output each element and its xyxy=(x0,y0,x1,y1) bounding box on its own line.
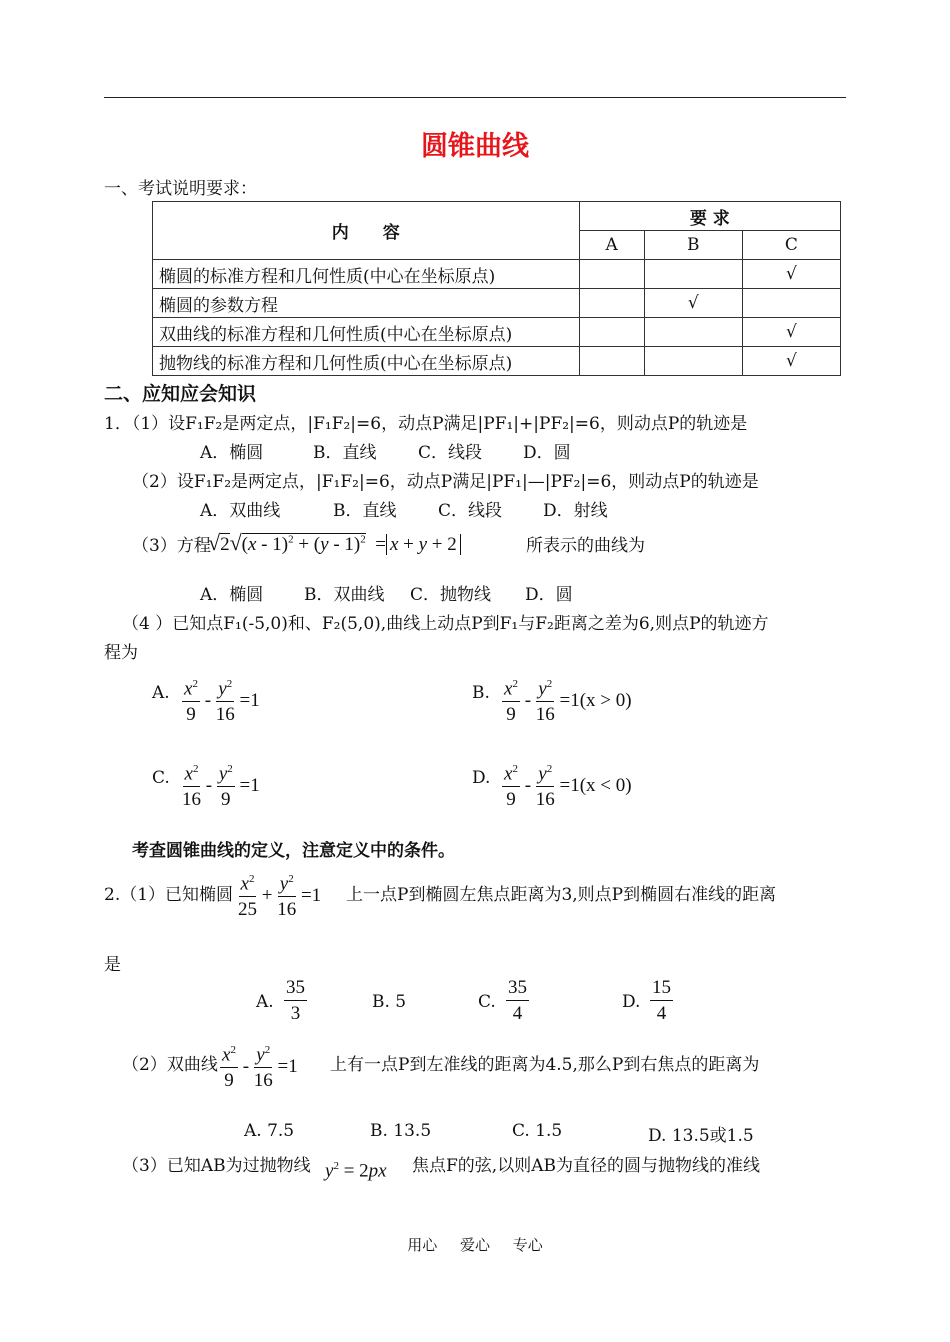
q1-4-option-b-formula: $\frac{x^2}{9}$ - $\frac{y^2}{16}$ =1(x > 0) xyxy=(504,678,632,726)
q1-4-option-c-formula: $\frac{x^2}{16}$ - $\frac{y^2}{9}$ =1 xyxy=(182,763,260,811)
table-header-a: A xyxy=(579,231,644,260)
q2-2-option-c: C. 1.5 xyxy=(512,1121,563,1141)
q2-3-post: 焦点F的弦,以则AB为直径的圆与抛物线的准线 xyxy=(412,1156,760,1176)
q1-4-option-d-label: D. xyxy=(472,768,491,788)
check-mark: √ xyxy=(742,318,840,347)
q1-4-option-a-formula: $\frac{x^2}{9}$ - $\frac{y^2}{16}$ =1 xyxy=(184,678,260,726)
q1-2-stem: （2）设F₁F₂是两定点，|F₁F₂|=6，动点P满足|PF₁|—|PF₂|=6，则动点P的轨迹是 xyxy=(132,472,759,492)
q1-4-cond-d: (x < 0) xyxy=(579,775,632,797)
q2-1-option-c-label: C. xyxy=(478,992,496,1012)
q1-1-stem: 1．（1）设F₁F₂是两定点，|F₁F₂|=6，动点P满足|PF₁|+|PF₂|=6，则动点P的轨迹是 xyxy=(104,414,748,434)
check-mark: √ xyxy=(742,260,840,289)
q1-4-stem: （4 ）已知点F₁(-5,0)和、F₂(5,0),曲线上动点P到F₁与F₂距离之差为6,则点P的轨迹方 xyxy=(122,614,769,634)
q1-2-option-d: D．射线 xyxy=(543,501,608,521)
q2-3-pre: （3）已知AB为过抛物线 xyxy=(122,1156,311,1176)
table-row xyxy=(153,289,841,318)
q1-3-option-c: C．抛物线 xyxy=(410,585,492,605)
q1-2-option-a: A．双曲线 xyxy=(200,501,281,521)
q2-2-post: 上有一点P到左准线的距离为4.5,那么P到右焦点的距离为 xyxy=(330,1055,760,1075)
q1-1-option-a: A．椭圆 xyxy=(200,443,264,463)
row-topic: 双曲线的标准方程和几何性质(中心在坐标原点) xyxy=(153,318,580,347)
q1-3-pre: （3）方程 xyxy=(132,536,211,556)
q1-3-option-a: A．椭圆 xyxy=(200,585,264,605)
q2-1-option-a-label: A. xyxy=(256,992,274,1012)
q2-1-option-b: B. 5 xyxy=(372,992,407,1012)
q2-2-option-a: A. 7.5 xyxy=(244,1121,295,1141)
table-header-content: 内 容 xyxy=(153,202,580,260)
section-knowledge: 二、应知应会知识 xyxy=(104,383,257,405)
q1-4-option-d-formula: $\frac{x^2}{9}$ - $\frac{y^2}{16}$ =1(x < 0) xyxy=(504,763,632,811)
header-rule xyxy=(104,97,846,98)
table-header-c: C xyxy=(742,231,840,260)
q1-4-cond-b: (x > 0) xyxy=(579,690,632,712)
table-row xyxy=(153,260,841,289)
table-row xyxy=(153,347,841,376)
q1-3-equation: √2√(x - 1)$^2$ + (y - 1)$^2$ = x + y + 2 xyxy=(208,530,461,556)
q2-1-pre: 2.（1）已知椭圆 xyxy=(104,885,234,905)
table-header-b: B xyxy=(644,231,742,260)
q2-1-option-d-label: D. xyxy=(622,992,641,1012)
row-topic: 椭圆的参数方程 xyxy=(153,289,580,318)
q1-2-option-c: C．线段 xyxy=(438,501,503,521)
q2-2-equation: $\frac{x^2}{9}$ - $\frac{y^2}{16}$ =1 xyxy=(222,1044,298,1092)
section-exam-requirements: 一、考试说明要求： xyxy=(104,179,257,199)
q1-4-option-b-label: B. xyxy=(472,683,490,703)
q1-4-stem-cont: 程为 xyxy=(104,643,138,663)
q2-1-option-d-value: $\frac{15}{4}$ xyxy=(652,977,671,1024)
q2-1-post: 上一点P到椭圆左焦点距离为3,则点P到椭圆右准线的距离 xyxy=(346,885,777,905)
row-topic: 抛物线的标准方程和几何性质(中心在坐标原点) xyxy=(153,347,580,376)
q1-1-option-c: C．线段 xyxy=(418,443,483,463)
note-definition: 考查圆锥曲线的定义，注意定义中的条件。 xyxy=(132,841,455,861)
table-row xyxy=(153,318,841,347)
row-topic: 椭圆的标准方程和几何性质(中心在坐标原点) xyxy=(153,260,580,289)
q2-1-equation: $\frac{x^2}{25}$ + $\frac{y^2}{16}$ =1 xyxy=(238,873,322,921)
q1-4-option-c-label: C. xyxy=(152,768,170,788)
q1-3-option-b: B．双曲线 xyxy=(304,585,385,605)
q2-2-option-b: B. 13.5 xyxy=(370,1121,432,1141)
q1-1-option-d: D．圆 xyxy=(523,443,571,463)
check-mark: √ xyxy=(644,289,742,318)
q2-1-stem-cont: 是 xyxy=(104,955,121,975)
page-title: 圆锥曲线 xyxy=(421,131,529,162)
q1-3-option-d: D．圆 xyxy=(525,585,573,605)
q2-2-pre: （2）双曲线 xyxy=(122,1055,218,1075)
q2-1-option-a-value: $\frac{35}{3}$ xyxy=(286,977,305,1024)
q1-3-post: 所表示的曲线为 xyxy=(526,536,645,556)
table-header-requirement: 要 求 xyxy=(579,202,840,231)
q2-3-equation: $y^2 = 2px$ xyxy=(325,1160,387,1182)
q1-1-option-b: B．直线 xyxy=(313,443,377,463)
requirements-table xyxy=(152,201,841,376)
page-footer: 用心 爱心 专心 xyxy=(407,1236,543,1254)
check-mark: √ xyxy=(742,347,840,376)
q2-2-option-d: D. 13.5或1.5 xyxy=(648,1126,754,1146)
q2-1-option-c-value: $\frac{35}{4}$ xyxy=(508,977,527,1024)
q1-2-option-b: B．直线 xyxy=(333,501,397,521)
q1-4-option-a-label: A. xyxy=(152,683,170,703)
